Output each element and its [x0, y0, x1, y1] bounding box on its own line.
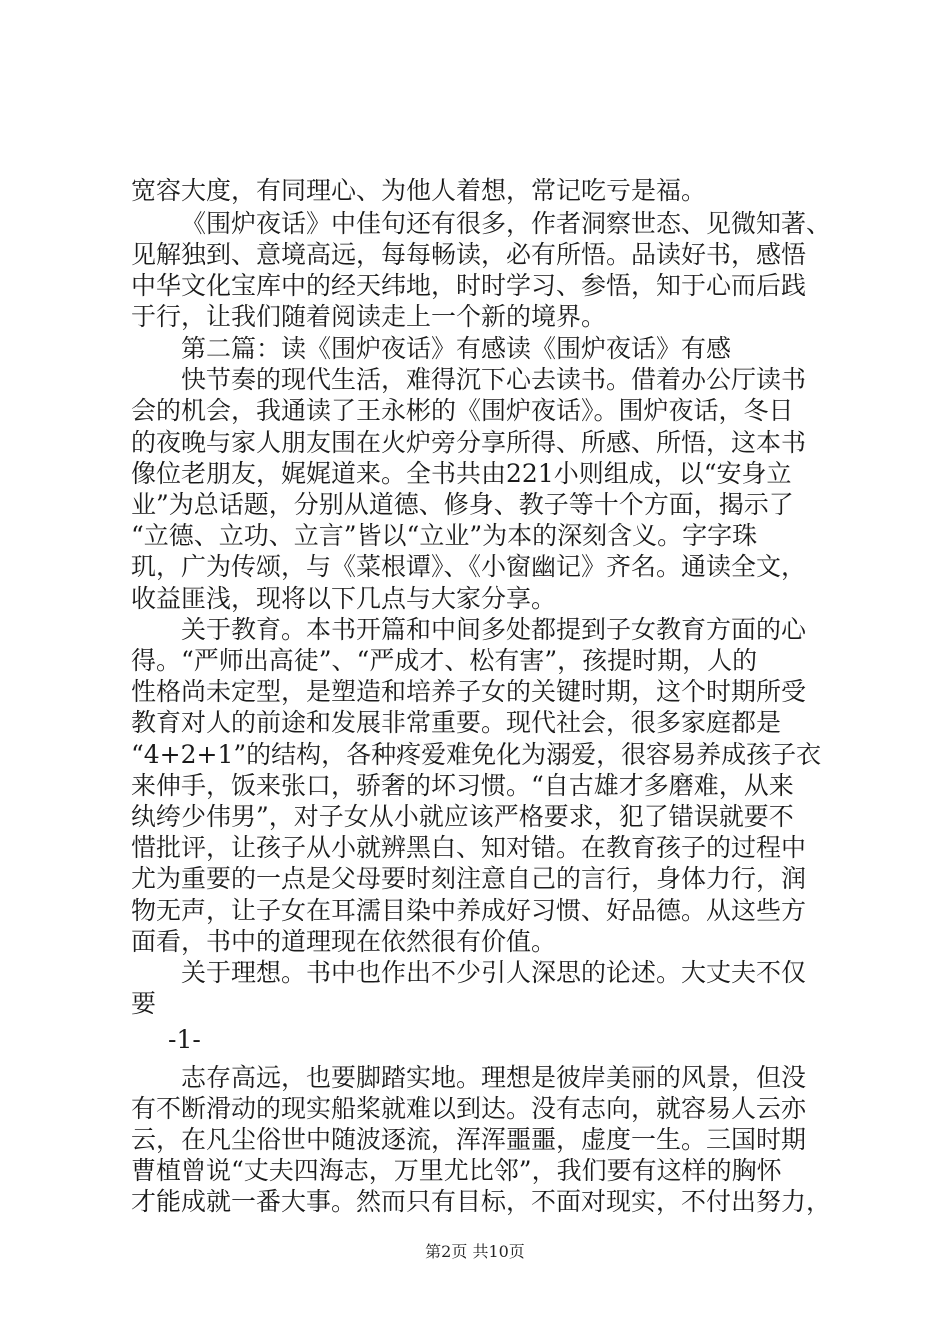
text-line: 像位老朋友，娓娓道来。全书共由221小则组成，以“安身立 — [131, 459, 792, 488]
text-line: 曹植曾说“丈夫四海志，万里尤比邻”，我们要有这样的胸怀 — [131, 1156, 782, 1185]
text-line: “4+2+1”的结构，各种疼爱难免化为溺爱，很容易养成孩子衣 — [131, 740, 822, 769]
text-line: 才能成就一番大事。然而只有目标，不面对现实，不付出努力， — [131, 1187, 832, 1216]
text-line: 面看，书中的道理现在依然很有价值。 — [131, 927, 557, 956]
text-line: 尤为重要的一点是父母要时刻注意自己的言行，身体力行，润 — [131, 864, 807, 893]
text-line: 业”为总话题，分别从道德、修身、教子等十个方面，揭示了 — [131, 490, 794, 519]
text-line: “立德、立功、立言”皆以“立业”为本的深刻含义。字字珠 — [131, 521, 758, 550]
text-line: 中华文化宝库中的经天纬地，时时学习、参悟，知于心而后践 — [131, 271, 807, 300]
text-line: 《围炉夜话》中佳句还有很多，作者洞察世态、见微知著、 — [181, 209, 832, 238]
text-line: 关于理想。书中也作出不少引人深思的论述。大丈夫不仅 — [181, 958, 807, 987]
text-line: 惜批评，让孩子从小就辨黑白、知对错。在教育孩子的过程中 — [131, 833, 807, 862]
text-line: 性格尚未定型，是塑造和培养子女的关键时期，这个时期所受 — [131, 677, 807, 706]
text-line: 关于教育。本书开篇和中间多处都提到子女教育方面的心 — [181, 615, 807, 644]
text-line: 的夜晚与家人朋友围在火炉旁分享所得、所感、所悟，这本书 — [131, 428, 807, 457]
section-heading: 第二篇：读《围炉夜话》有感读《围炉夜话》有感 — [181, 334, 732, 363]
text-line: 纨绔少伟男”，对子女从小就应该严格要求，犯了错误就要不 — [131, 802, 794, 831]
text-line: 物无声，让子女在耳濡目染中养成好习惯、好品德。从这些方 — [131, 896, 807, 925]
page-footer: 第2页 共10页 — [425, 1242, 525, 1261]
text-line: 得。“严师出高徒”、“严成才、松有害”，孩提时期，人的 — [131, 646, 758, 675]
text-line: 于行，让我们随着阅读走上一个新的境界。 — [131, 302, 607, 331]
text-line: 来伸手，饭来张口，骄奢的坏习惯。“自古雄才多磨难，从来 — [131, 771, 794, 800]
text-line: 志存高远，也要脚踏实地。理想是彼岸美丽的风景，但没 — [181, 1063, 807, 1092]
text-line: 要 — [131, 989, 157, 1018]
text-line: 会的机会，我通读了王永彬的《围炉夜话》。围炉夜话，冬日 — [131, 396, 794, 425]
text-line: 玑，广为传颂，与《菜根谭》、《小窗幽记》齐名。通读全文， — [131, 552, 807, 581]
text-line: 见解独到、意境高远，每每畅读，必有所悟。品读好书，感悟 — [131, 240, 807, 269]
text-line: 宽容大度，有同理心、为他人着想，常记吃亏是福。 — [131, 176, 707, 205]
page-marker: -1- — [168, 1025, 201, 1054]
text-line: 有不断滑动的现实船桨就难以到达。没有志向，就容易人云亦 — [131, 1094, 807, 1123]
text-line: 教育对人的前途和发展非常重要。现代社会，很多家庭都是 — [131, 708, 782, 737]
text-line: 收益匪浅，现将以下几点与大家分享。 — [131, 584, 557, 613]
text-line: 快节奏的现代生活，难得沉下心去读书。借着办公厅读书 — [181, 365, 807, 394]
text-line: 云，在凡尘俗世中随波逐流，浑浑噩噩，虚度一生。三国时期 — [131, 1125, 807, 1154]
